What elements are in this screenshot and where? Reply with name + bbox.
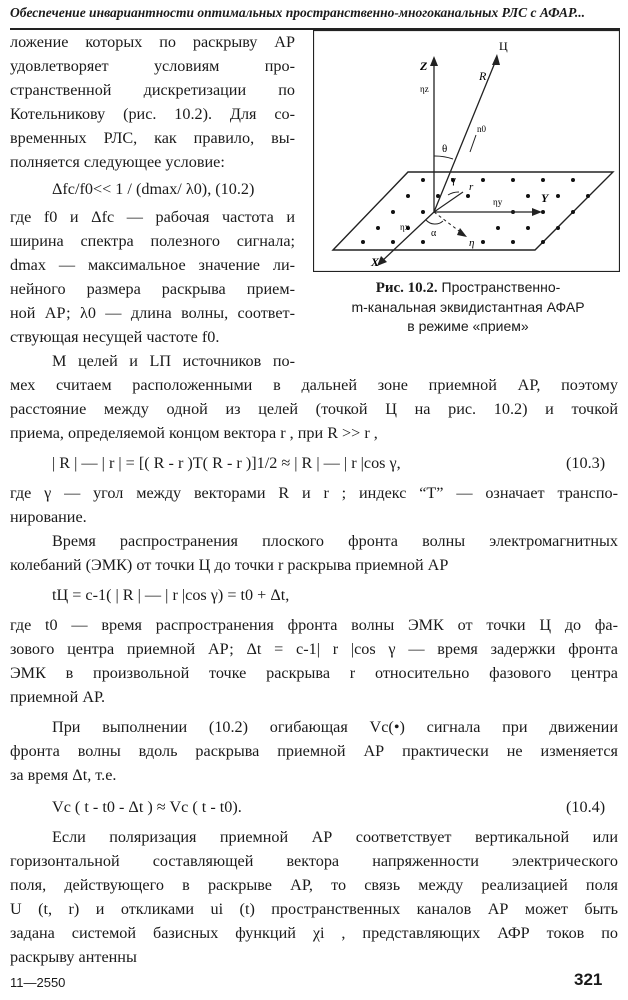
text-line: приемной АР. [10, 688, 106, 706]
equation-number-10-3: (10.3) [566, 454, 606, 472]
text-line: удовлетворяет условиям про- [10, 57, 295, 75]
fig-label-eta: η [469, 237, 475, 249]
page-number: 321 [574, 970, 603, 989]
text-line: поля, действующего в раскрыве АР, то связь между реализацией поля [10, 876, 618, 894]
text-line: странственной дискретизации по [10, 81, 295, 99]
text-line: нирование. [10, 508, 87, 526]
equation-10-2: Δfс/f0<< 1 / (dmax/ λ0), (10.2) [52, 180, 255, 198]
figure-caption [318, 278, 618, 336]
text-line: U (t, r) и откликами ui (t) пространственных каналов АР может быть [10, 900, 618, 918]
equation-10-4: Vc ( t - t0 - Δt ) ≈ Vc ( t - t0). [52, 798, 242, 816]
text-line: ложение которых по раскрыву АР [10, 33, 295, 51]
text-line: При выполнении (10.2) огибающая Vc(•) сигнала при движении [52, 718, 618, 736]
fig-label-X: X [371, 255, 380, 269]
fig-label-n0: n0 [477, 124, 486, 134]
text-line: где γ — угол между векторами R и r ; индекс “T” — означает транспо- [10, 484, 618, 502]
equation-10-3: | R | — | r | = [( R - r )T( R - r )]1/2 ≈ | R | — | r |cos γ, [52, 454, 401, 472]
figure-10-2 [313, 30, 620, 272]
text-line: задана системой базисных функций χi , представляющих АФР токов по [10, 924, 618, 942]
caption-line2: m-канальная эквидистантная АФАР [351, 299, 585, 315]
fig-label-r: r [469, 181, 474, 193]
fig-label-gamma: γ [451, 174, 456, 186]
equation-time: tЦ = c-1( | R | — | r |cos γ) = t0 + Δt, [52, 586, 290, 604]
printer-signature: 11—2550 [10, 975, 66, 990]
running-header: Обеспечение инвариантности оптимальных пространственно-многоканальных РЛС с АФАР... [10, 2, 620, 30]
fig-label-theta: θ [442, 143, 448, 155]
text-line: ширина спектра полезного сигнала; [10, 232, 295, 250]
text-line: ЭМК в произвольной точке раскрыва r относительно фазового центра [10, 664, 618, 682]
fig-label-target: Ц [499, 39, 508, 53]
caption-line1: Пространственно- [441, 279, 561, 295]
equation-number-10-4: (10.4) [566, 798, 606, 816]
text-line: ствующая несущей частоте f0. [10, 328, 220, 346]
text-line: зового центра приемной АР; Δt = c-1| r |cos γ — время задержки фронта [10, 640, 618, 658]
text-line: раскрыву антенны [10, 948, 137, 966]
text-line: мех считаем расположенными в дальней зоне приемной АР, поэтому [10, 376, 618, 394]
text-line: Время распространения плоского фронта волны электромагнитных [52, 532, 618, 550]
text-line: Котельникову (рис. 10.2). Для со- [10, 105, 295, 123]
fig-label-eta-z: ηz [420, 84, 429, 94]
text-line: за время Δt, т.е. [10, 766, 117, 784]
fig-label-R: R [479, 69, 487, 83]
text-line: горизонтальной составляющей вектора напряженности электрического [10, 852, 618, 870]
fig-label-eta-y: ηy [493, 197, 503, 207]
text-line: ной АР; λ0 — длина волны, соответ- [10, 304, 295, 322]
caption-label: Рис. 10.2. [375, 280, 438, 296]
text-line: колебаний (ЭМК) от точки Ц до точки r раскрыва приемной АР [10, 556, 449, 574]
fig-label-alpha: α [431, 228, 437, 239]
text-line: нейного размера раскрыва прием- [10, 280, 295, 298]
text-line: dmax — максимальное значение ли- [10, 256, 295, 274]
fig-label-Z: Z [420, 59, 428, 73]
text-line: приема, определяемой концом вектора r , при R >> r , [10, 424, 378, 442]
fig-label-Y: Y [541, 191, 549, 205]
text-line: фронта волны вдоль раскрыва приемной АР практически не изменяется [10, 742, 618, 760]
text-line: расстояние между одной из целей (точкой Ц на рис. 10.2) и точкой [10, 400, 618, 418]
text-line: Если поляризация приемной АР соответствует вертикальной или [52, 828, 618, 846]
text-line: полняется следующее условие: [10, 153, 225, 171]
text-line: временных РЛС, как правило, вы- [10, 129, 295, 147]
text-line: где t0 — время распространения фронта волны ЭМК от точки Ц до фа- [10, 616, 618, 634]
array-elements [361, 178, 590, 244]
text-line: M целей и LП источников по- [52, 352, 295, 370]
fig-label-eta-x: ηx [400, 222, 410, 232]
text-line: где f0 и Δfс — рабочая частота и [10, 208, 295, 226]
caption-line3: в режиме «прием» [407, 318, 529, 334]
